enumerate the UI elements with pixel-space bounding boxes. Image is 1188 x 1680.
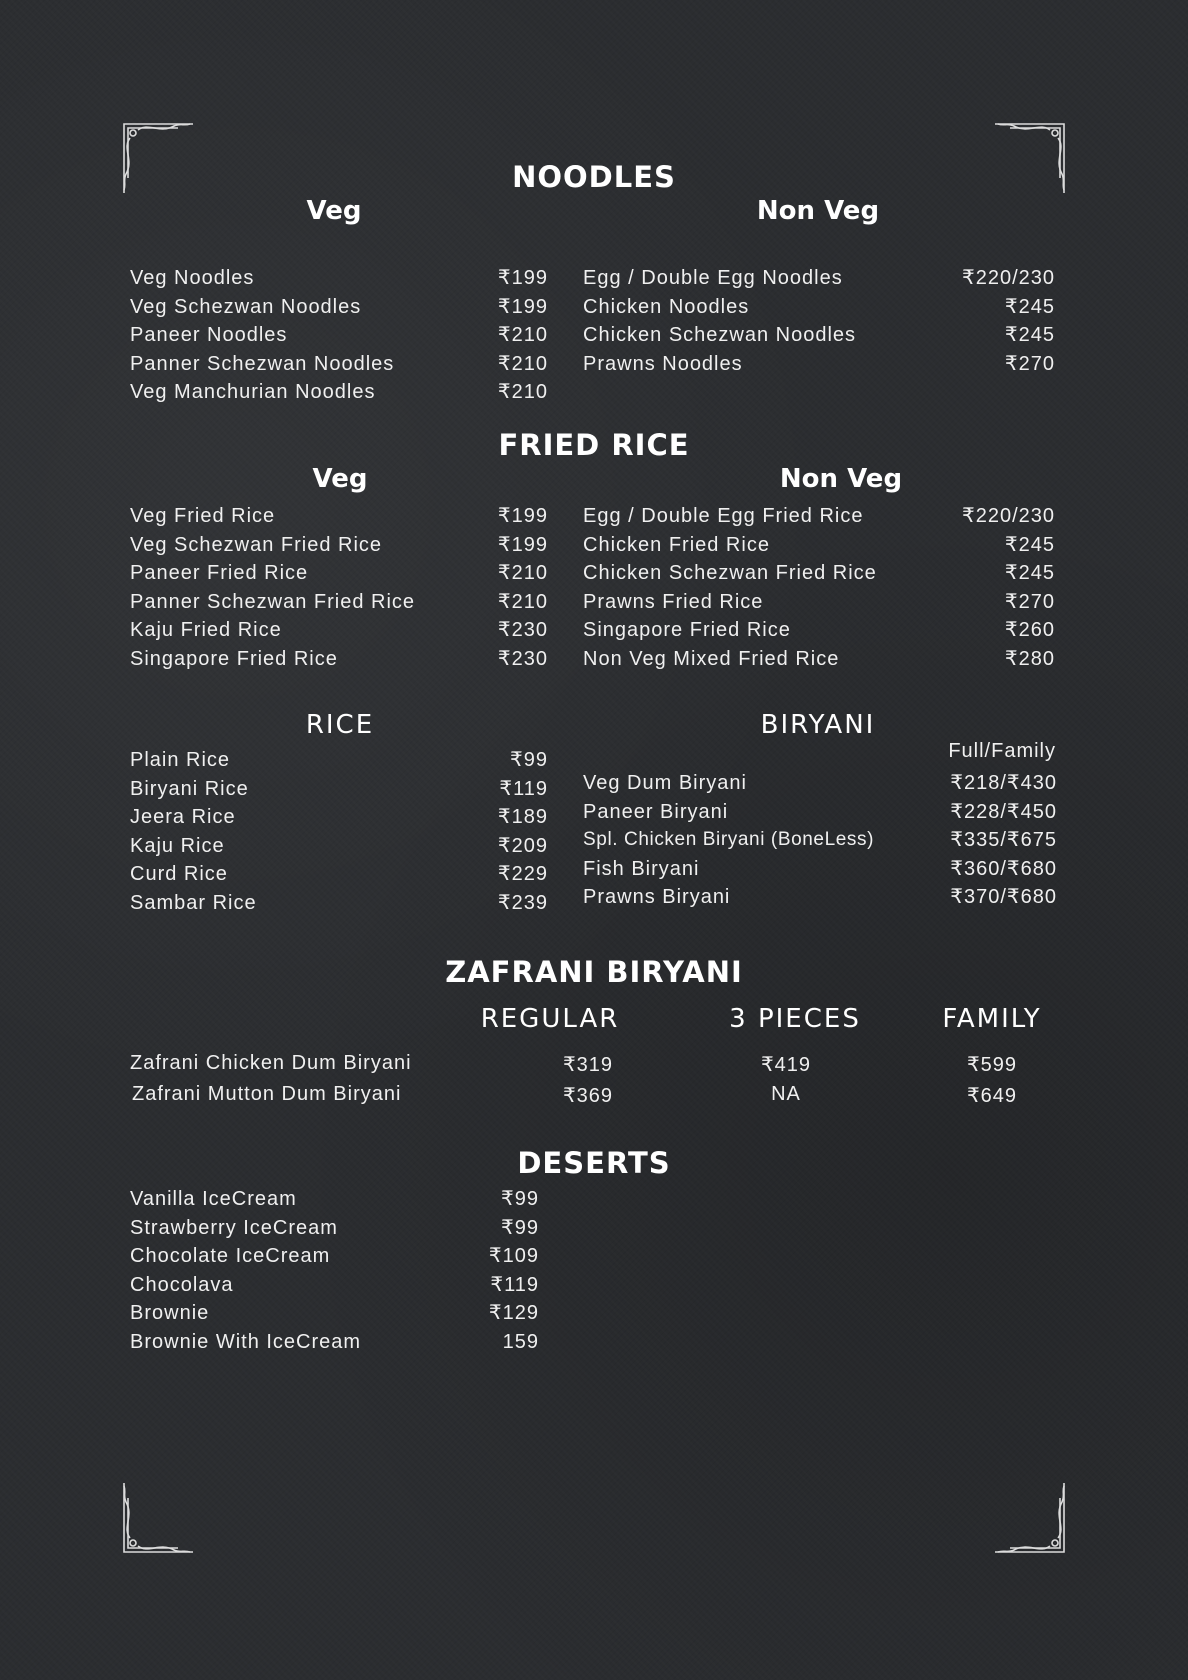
list-item	[583, 769, 1057, 798]
list-item	[130, 502, 548, 531]
biryani-size-note: Full/Family	[948, 740, 1056, 762]
list-item	[130, 531, 548, 560]
fried-rice-nonveg-list	[583, 502, 1055, 673]
list-item	[130, 1271, 539, 1300]
biryani-list	[583, 769, 1057, 912]
item-name: Paneer Biryani	[583, 800, 729, 823]
item-name: Zafrani Chicken Dum Biryani	[130, 1052, 412, 1074]
noodles-veg-list	[130, 264, 548, 407]
list-item	[130, 832, 548, 861]
item-price: ₹99	[501, 1216, 539, 1239]
item-price: ₹228/₹450	[950, 800, 1057, 823]
item-name: Egg / Double Egg Fried Rice	[583, 505, 864, 527]
item-price: ₹210	[497, 562, 548, 584]
item-name: Kaju Rice	[130, 834, 225, 857]
zafrani-heading: ZAFRANI BIRYANI	[445, 955, 743, 989]
corner-ornament-bottom-left-icon	[118, 1478, 198, 1558]
list-item	[130, 559, 548, 588]
item-price: ₹245	[1004, 324, 1055, 346]
item-price: ₹360/₹680	[950, 857, 1057, 880]
noodles-veg-label: Veg	[306, 196, 362, 226]
item-name: Non Veg Mixed Fried Rice	[583, 647, 840, 670]
noodles-nonveg-label: Non Veg	[756, 196, 880, 226]
item-price: ₹199	[497, 533, 548, 556]
item-price: ₹99	[510, 749, 548, 771]
item-price: ₹199	[497, 267, 548, 289]
list-item	[583, 645, 1055, 674]
list-item	[130, 775, 548, 804]
item-name: Chocolate IceCream	[130, 1245, 331, 1267]
table-row	[130, 1083, 1080, 1113]
item-price: ₹239	[497, 891, 548, 914]
item-name: Spl. Chicken Biryani (BoneLess)	[583, 829, 875, 850]
list-item	[583, 502, 1055, 531]
price-regular: ₹319	[562, 1054, 614, 1076]
item-price: ₹109	[488, 1245, 539, 1267]
list-item	[583, 798, 1057, 827]
item-price: ₹119	[499, 777, 548, 800]
list-item	[130, 1328, 539, 1357]
list-item	[583, 531, 1055, 560]
list-item	[583, 264, 1055, 293]
list-item	[130, 860, 548, 889]
noodles-heading: NOODLES	[512, 160, 676, 194]
item-name: Chicken Schezwan Fried Rice	[583, 562, 877, 584]
list-item	[130, 378, 548, 407]
price-family: ₹599	[966, 1054, 1018, 1076]
item-price: ₹229	[497, 863, 548, 885]
item-name: Egg / Double Egg Noodles	[583, 267, 843, 289]
list-item	[583, 559, 1055, 588]
rice-heading: RICE	[305, 710, 375, 740]
item-price: ₹199	[497, 295, 548, 318]
list-item	[583, 616, 1055, 645]
zafrani-col-regular: REGULAR	[480, 1004, 620, 1034]
item-name: Panner Schezwan Fried Rice	[130, 590, 416, 613]
price-three-pieces: NA	[771, 1083, 801, 1105]
item-price: ₹370/₹680	[950, 886, 1057, 908]
list-item	[583, 588, 1055, 617]
item-name: Brownie With IceCream	[130, 1330, 362, 1353]
item-price: ₹270	[1004, 352, 1055, 375]
item-name: Chicken Schezwan Noodles	[583, 324, 857, 346]
item-price: ₹189	[497, 806, 548, 828]
zafrani-col-three-pieces: 3 PIECES	[729, 1004, 861, 1034]
list-item	[130, 645, 548, 674]
list-item	[130, 1242, 539, 1271]
fried-rice-veg-label: Veg	[312, 464, 368, 494]
item-price: ₹220/230	[961, 505, 1055, 527]
item-name: Brownie	[130, 1302, 210, 1324]
item-name: Paneer Fried Rice	[130, 562, 309, 584]
corner-ornament-bottom-right-icon	[990, 1478, 1070, 1558]
item-price: ₹245	[1004, 295, 1055, 318]
deserts-list	[130, 1185, 539, 1356]
item-name: Veg Dum Biryani	[583, 772, 747, 794]
list-item	[583, 883, 1057, 912]
item-name: Veg Fried Rice	[130, 505, 276, 527]
list-item	[130, 293, 548, 322]
item-price: ₹210	[497, 324, 548, 346]
item-price: ₹209	[497, 834, 548, 857]
item-name: Singapore Fried Rice	[130, 647, 338, 670]
list-item	[130, 889, 548, 918]
item-name: Veg Noodles	[130, 267, 255, 289]
noodles-nonveg-list	[583, 264, 1055, 378]
rice-list	[130, 746, 548, 917]
item-name: Veg Manchurian Noodles	[130, 381, 376, 403]
item-price: 159	[502, 1330, 539, 1353]
item-price: ₹260	[1004, 619, 1055, 641]
table-row	[130, 1052, 1080, 1082]
list-item	[130, 746, 548, 775]
list-item	[130, 1185, 539, 1214]
list-item	[583, 350, 1055, 379]
list-item	[130, 264, 548, 293]
list-item	[583, 855, 1057, 884]
item-name: Chicken Noodles	[583, 295, 750, 318]
item-price: ₹199	[497, 505, 548, 527]
list-item	[130, 1214, 539, 1243]
item-name: Strawberry IceCream	[130, 1216, 338, 1239]
item-price: ₹218/₹430	[950, 772, 1057, 794]
item-name: Fish Biryani	[583, 857, 700, 880]
item-price: ₹210	[497, 381, 548, 403]
biryani-heading: BIRYANI	[760, 710, 876, 740]
item-price: ₹280	[1004, 647, 1055, 670]
item-name: Zafrani Mutton Dum Biryani	[132, 1083, 402, 1105]
item-price: ₹220/230	[961, 267, 1055, 289]
item-price: ₹270	[1004, 590, 1055, 613]
item-name: Sambar Rice	[130, 891, 257, 914]
item-name: Paneer Noodles	[130, 324, 288, 346]
item-name: Plain Rice	[130, 749, 231, 771]
item-price: ₹210	[497, 352, 548, 375]
item-price: ₹245	[1004, 533, 1055, 556]
list-item	[583, 826, 1057, 855]
price-family: ₹649	[966, 1085, 1018, 1107]
item-name: Chocolava	[130, 1273, 234, 1296]
item-price: ₹230	[497, 647, 548, 670]
zafrani-col-family: FAMILY	[942, 1004, 1042, 1034]
item-name: Prawns Biryani	[583, 886, 731, 908]
item-name: Singapore Fried Rice	[583, 619, 791, 641]
item-name: Curd Rice	[130, 863, 228, 885]
price-regular: ₹369	[562, 1085, 614, 1107]
item-price: ₹210	[497, 590, 548, 613]
list-item	[130, 350, 548, 379]
item-name: Veg Schezwan Fried Rice	[130, 533, 383, 556]
item-name: Vanilla IceCream	[130, 1188, 297, 1210]
deserts-heading: DESERTS	[517, 1146, 671, 1180]
list-item	[583, 293, 1055, 322]
item-name: Biryani Rice	[130, 777, 249, 800]
list-item	[130, 803, 548, 832]
item-price: ₹245	[1004, 562, 1055, 584]
item-name: Prawns Fried Rice	[583, 590, 764, 613]
list-item	[130, 588, 548, 617]
fried-rice-heading: FRIED RICE	[498, 428, 690, 462]
item-name: Kaju Fried Rice	[130, 619, 282, 641]
item-price: ₹129	[488, 1302, 539, 1324]
fried-rice-nonveg-label: Non Veg	[779, 464, 903, 494]
item-price: ₹99	[501, 1188, 539, 1210]
item-name: Panner Schezwan Noodles	[130, 352, 395, 375]
item-price: ₹335/₹675	[950, 829, 1057, 851]
fried-rice-veg-list	[130, 502, 548, 673]
list-item	[130, 616, 548, 645]
list-item	[583, 321, 1055, 350]
list-item	[130, 1299, 539, 1328]
item-price: ₹119	[490, 1273, 539, 1296]
list-item	[130, 321, 548, 350]
price-three-pieces: ₹419	[760, 1054, 812, 1076]
item-name: Jeera Rice	[130, 806, 236, 828]
item-name: Chicken Fried Rice	[583, 533, 770, 556]
item-name: Prawns Noodles	[583, 352, 743, 375]
item-price: ₹230	[497, 619, 548, 641]
item-name: Veg Schezwan Noodles	[130, 295, 362, 318]
